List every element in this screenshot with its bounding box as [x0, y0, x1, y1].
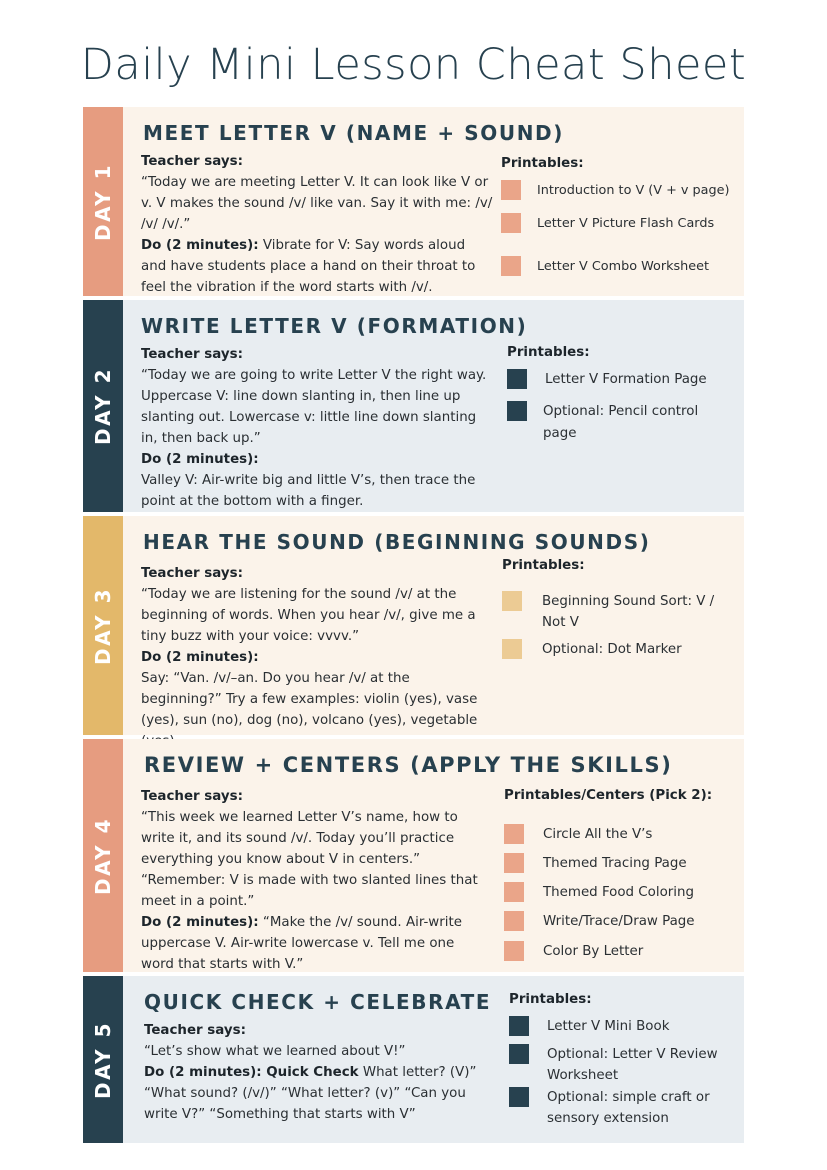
printable-item: Letter V Mini Book	[509, 1016, 669, 1037]
printable-item: Letter V Picture Flash Cards	[501, 213, 714, 234]
do-text: “Make the /v/ sound. Air-write uppercase V. Air-write lowercase v. Tell me one word that starts with V.”	[141, 915, 462, 972]
square-bullet-icon	[504, 853, 524, 873]
square-bullet-icon	[509, 1087, 529, 1107]
square-bullet-icon	[507, 369, 527, 389]
square-bullet-icon	[504, 911, 524, 931]
day-4-printables	[504, 788, 744, 968]
day-3-panel	[123, 516, 744, 735]
printables-label: Printables:	[502, 558, 585, 573]
printables-label: Printables:	[507, 345, 590, 360]
printable-item: Optional: Pencil control page	[507, 401, 727, 445]
day-2-section	[83, 300, 744, 512]
do-label: Do (2 minutes): Quick Check	[144, 1065, 359, 1080]
do-label: Do (2 minutes):	[141, 238, 259, 253]
do-text: What letter? (V)” “What sound? (/v/)” “What letter? (v)” “Can you write V?” “Something that starts with V”	[144, 1065, 477, 1122]
day-1-printables	[501, 156, 741, 286]
teacher-says-label: Teacher says:	[144, 1023, 246, 1038]
printable-item: Introduction to V (V + v page)	[501, 180, 730, 201]
printable-item: Beginning Sound Sort: V / Not V	[502, 591, 727, 633]
printable-item: Color By Letter	[504, 941, 643, 962]
printables-label: Printables/Centers (Pick 2):	[504, 788, 713, 803]
teacher-says-text: “Today we are listening for the sound /v/ at the beginning of words. When you hear /v/, give me a tiny buzz with your voice: vvvv.”	[141, 587, 476, 644]
day-2-printables	[507, 345, 737, 495]
printable-item: Letter V Formation Page	[507, 369, 707, 390]
printables-label: Printables:	[501, 156, 584, 171]
page-title: Daily Mini Lesson Cheat Sheet	[80, 40, 747, 90]
teacher-says-text: “Let’s show what we learned about V!”	[144, 1044, 406, 1059]
square-bullet-icon	[504, 882, 524, 902]
day-4-section	[83, 739, 744, 972]
printable-item: Optional: simple craft or sensory extension	[509, 1087, 734, 1129]
day-3-tab	[83, 516, 123, 735]
day-1-heading: MEET LETTER V (NAME + SOUND)	[143, 121, 564, 145]
teacher-says-text: “This week we learned Letter V’s name, how to write it, and its sound /v/. Today you’ll practice everything you know about V in centers.” “Remember: V is made with two slanted lines that meet in a point.”	[141, 810, 478, 909]
square-bullet-icon	[502, 639, 522, 659]
square-bullet-icon	[509, 1044, 529, 1064]
do-label: Do (2 minutes):	[141, 650, 259, 665]
teacher-says-label: Teacher says:	[141, 566, 243, 581]
square-bullet-icon	[501, 213, 521, 233]
day-5-panel	[123, 976, 744, 1143]
printables-label: Printables:	[509, 992, 592, 1007]
printable-item: Circle All the V’s	[504, 824, 652, 845]
square-bullet-icon	[504, 824, 524, 844]
day-4-body	[141, 786, 486, 975]
square-bullet-icon	[509, 1016, 529, 1036]
day-2-heading: WRITE LETTER V (FORMATION)	[141, 314, 528, 338]
day-2-label: DAY 2	[91, 366, 115, 446]
printable-item: Letter V Combo Worksheet	[501, 256, 709, 277]
day-1-tab	[83, 107, 123, 296]
day-2-body	[141, 344, 493, 512]
square-bullet-icon	[502, 591, 522, 611]
printable-item: Optional: Dot Marker	[502, 639, 682, 660]
day-3-section	[83, 516, 744, 735]
do-text: Say: “Van. /v/–an. Do you hear /v/ at the beginning?” Try a few examples: violin (yes), vase (yes), sun (no), dog (no), volcano (yes), vegetable	[141, 671, 478, 728]
teacher-says-text: “Today we are going to write Letter V the right way. Uppercase V: line down slanting in, then line up slanting out. Lowercase v: little line down slanting in, then back up.”	[141, 368, 487, 446]
day-5-body	[144, 1020, 479, 1125]
day-1-section	[83, 107, 744, 296]
printable-item: Themed Food Coloring	[504, 882, 694, 903]
day-5-heading: QUICK CHECK + CELEBRATE	[144, 990, 492, 1014]
day-2-panel	[123, 300, 744, 512]
teacher-says-label: Teacher says:	[141, 789, 243, 804]
teacher-says-label: Teacher says:	[141, 347, 243, 362]
teacher-says-label: Teacher says:	[141, 154, 243, 169]
day-3-body	[141, 563, 493, 752]
day-5-tab	[83, 976, 123, 1143]
day-3-printables	[502, 558, 742, 718]
do-text: Valley V: Air-write big and little V’s, then trace the point at the bottom with a finger.	[141, 473, 476, 509]
day-1-label: DAY 1	[91, 162, 115, 241]
day-1-body	[141, 151, 493, 298]
day-4-panel	[123, 739, 744, 972]
day-5-section	[83, 976, 744, 1143]
do-text: Vibrate for V: Say words aloud and have students place a hand on their throat to feel the vibration if the word starts with /v/.	[141, 238, 476, 295]
day-1-panel	[123, 107, 744, 296]
printable-item: Write/Trace/Draw Page	[504, 911, 695, 932]
printable-item: Themed Tracing Page	[504, 853, 687, 874]
square-bullet-icon	[501, 256, 521, 276]
day-3-label: DAY 3	[91, 586, 115, 665]
day-4-tab	[83, 739, 123, 972]
square-bullet-icon	[501, 180, 521, 200]
day-2-tab	[83, 300, 123, 512]
square-bullet-icon	[507, 401, 527, 421]
day-4-label: DAY 4	[91, 816, 115, 895]
printable-item: Optional: Letter V Review Worksheet	[509, 1044, 734, 1086]
day-5-label: DAY 5	[91, 1020, 115, 1099]
do-label: Do (2 minutes):	[141, 452, 259, 467]
day-4-heading: REVIEW + CENTERS (APPLY THE SKILLS)	[144, 753, 673, 777]
do-label: Do (2 minutes):	[141, 915, 259, 930]
square-bullet-icon	[504, 941, 524, 961]
day-5-printables	[509, 992, 739, 1142]
teacher-says-text: “Today we are meeting Letter V. It can look like V or v. V makes the sound /v/ like van. Say it with me: /v/ /v/ /v/.”	[141, 175, 493, 232]
day-3-heading: HEAR THE SOUND (BEGINNING SOUNDS)	[143, 530, 651, 554]
